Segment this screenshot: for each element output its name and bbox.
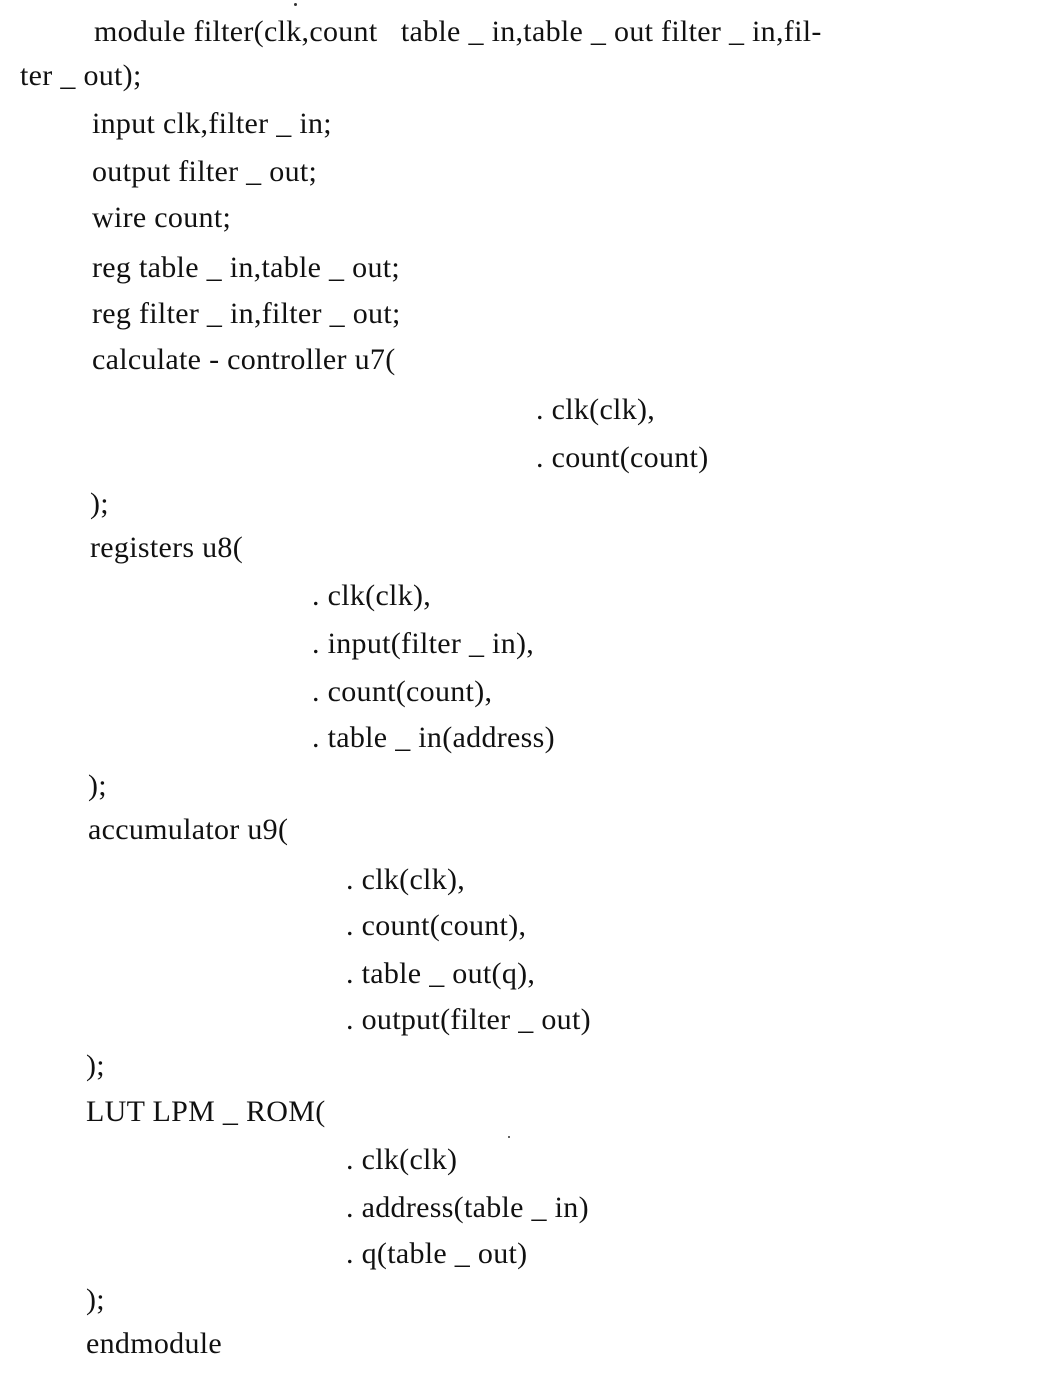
code-line-module-header: module filter(clk,count table _ in,table _ out filter _ in,fil- bbox=[94, 15, 822, 48]
code-line-lut-address: . address(table _ in) bbox=[346, 1191, 589, 1224]
code-line-endmodule: endmodule bbox=[86, 1327, 223, 1360]
code-line-u9-count: . count(count), bbox=[346, 909, 527, 942]
code-line-u7-instance: calculate - controller u7( bbox=[92, 343, 396, 376]
scan-speck bbox=[508, 1136, 510, 1138]
code-line-module-header-cont: ter _ out); bbox=[20, 59, 142, 92]
code-line-u8-instance: registers u8( bbox=[90, 531, 244, 564]
code-line-lut-close: ); bbox=[86, 1283, 105, 1316]
code-line-wire-decl: wire count; bbox=[92, 201, 232, 234]
code-line-input-decl: input clk,filter _ in; bbox=[92, 107, 332, 140]
code-line-u8-table-in: . table _ in(address) bbox=[312, 721, 555, 754]
code-line-u8-close: ); bbox=[88, 769, 107, 802]
code-line-output-decl: output filter _ out; bbox=[92, 155, 318, 188]
code-line-reg-filter: reg filter _ in,filter _ out; bbox=[92, 297, 401, 330]
code-line-u8-input: . input(filter _ in), bbox=[312, 627, 535, 660]
code-line-u9-table-out: . table _ out(q), bbox=[346, 957, 536, 990]
code-line-reg-table: reg table _ in,table _ out; bbox=[92, 251, 401, 284]
code-line-u8-count: . count(count), bbox=[312, 675, 493, 708]
code-line-u9-close: ); bbox=[86, 1049, 105, 1082]
code-line-lut-q: . q(table _ out) bbox=[346, 1237, 528, 1270]
code-line-u7-count: . count(count) bbox=[536, 441, 709, 474]
code-line-u9-output: . output(filter _ out) bbox=[346, 1003, 591, 1036]
code-line-u7-close: ); bbox=[90, 487, 109, 520]
code-line-u8-clk: . clk(clk), bbox=[312, 579, 432, 612]
code-line-u9-instance: accumulator u9( bbox=[88, 813, 289, 846]
code-line-u9-clk: . clk(clk), bbox=[346, 863, 466, 896]
code-line-u7-clk: . clk(clk), bbox=[536, 393, 656, 426]
scan-speck bbox=[294, 3, 297, 6]
code-line-lut-clk: . clk(clk) bbox=[346, 1143, 458, 1176]
code-line-lut-instance: LUT LPM _ ROM( bbox=[86, 1095, 326, 1128]
